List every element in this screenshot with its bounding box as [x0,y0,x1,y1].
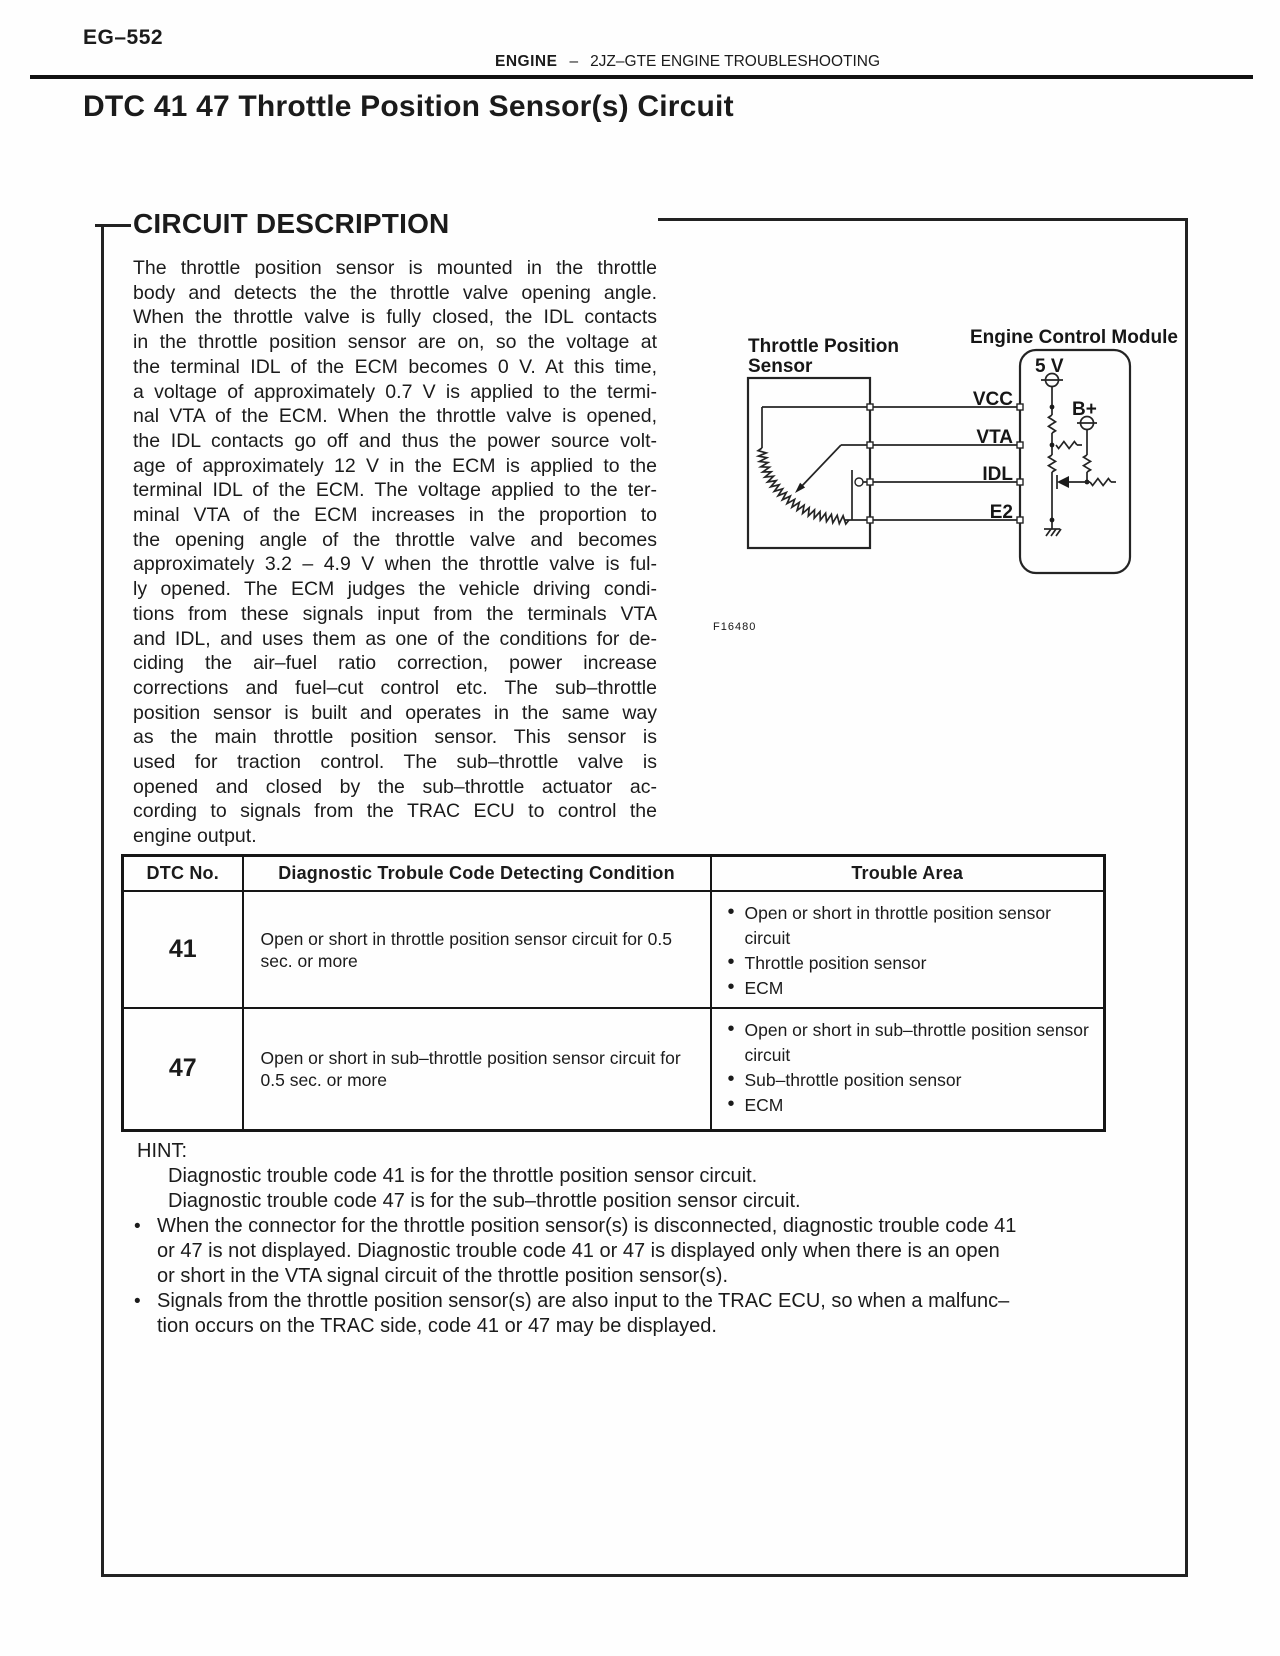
table-row-dtc-47 [123,1008,1105,1130]
hint-bullet-text [157,1214,1112,1289]
text-line: When the throttle valve is fully closed, the IDL contacts [133,306,657,329]
text-line: Diagnostic trouble code 41 is for the throttle position sensor circuit. [168,1165,758,1187]
text-line: age of approximately 12 V in the ECM is applied to the [133,454,657,477]
page-code: EG–552 [83,26,164,49]
text-line: approximately 3.2 – 4.9 V when the throttle valve is ful- [133,553,657,576]
resistor [1049,455,1056,472]
text-line: opened and closed by the sub–throttle actuator ac- [133,775,657,798]
section-frame-bottom [101,1574,1188,1577]
idl-contact-point [855,478,863,486]
ecm-label: Engine Control Module [970,327,1178,348]
trouble-area-list [711,891,1105,1008]
terminal-e2: E2 [989,502,1013,523]
hint-bullet [137,1214,1112,1289]
trouble-area-item: • Sub–throttle position sensor [712,1068,1092,1093]
ground-symbol [1044,529,1061,536]
section-heading: CIRCUIT DESCRIPTION [133,208,450,239]
hint-notes [137,1164,1112,1214]
col-header-condition: Diagnostic Trobule Code Detecting Condition [243,856,711,892]
text-line: in the throttle position sensor are on, so the voltage at [133,331,657,354]
text-line: Diagnostic trouble code 47 is for the sub–throttle position sensor circuit. [168,1190,801,1212]
col-header-dtc-no: DTC No. [123,856,243,892]
text-line: as the main throttle position sensor. This sensor is [133,726,657,749]
sensor-label: Throttle Position [748,336,899,357]
dtc-number: 47 [123,1008,243,1130]
resistor [1084,455,1091,472]
table-row-dtc-41 [123,891,1105,1008]
circuit-description-text [133,256,657,849]
supply-5v-label: 5 V [1035,356,1064,377]
hint-section [137,1139,1112,1339]
circuit-diagram [680,300,1190,645]
text-line: terminal IDL of the ECM. The voltage applied to the ter- [133,479,657,502]
text-line: used for traction control. The sub–throttle valve is [133,751,657,774]
hint-bullet-text [157,1289,1112,1339]
text-line: minal VTA of the ECM increases in the proportion to [133,504,657,527]
trouble-area-item: • Throttle position sensor [712,951,1092,976]
ecm-internal-circuit [1035,356,1116,536]
trouble-area-item: • Open or short in throttle position sensor circuit [712,901,1092,951]
terminal-idl: IDL [982,464,1013,485]
hint-bullet [137,1289,1112,1339]
text-line: ly opened. The ECM judges the vehicle driving condi- [133,578,657,601]
trouble-area-list [711,1008,1105,1130]
text-line: • When the connector for the throttle position sensor(s) is disconnected, diagnostic trouble code 41 [157,1215,1017,1237]
text-line: cording to signals from the TRAC ECU to control the [133,800,657,823]
text-line: or 47 is not displayed. Diagnostic trouble code 41 or 47 is displayed only when there is an open [157,1240,1000,1262]
running-header [495,53,880,71]
trouble-area-item: • ECM [712,1093,1092,1118]
text-line: ciding the air–fuel ratio correction, power increase [133,652,657,675]
detecting-condition: Open or short in throttle position sensor circuit for 0.5 sec. or more [243,891,711,1008]
ecm-box [1020,350,1130,573]
text-line: The throttle position sensor is mounted in the throttle [133,257,657,279]
trouble-area-item: • ECM [712,976,1092,1001]
detecting-condition: Open or short in sub–throttle position sensor circuit for 0.5 sec. or more [243,1008,711,1130]
text-line: nal VTA of the ECM. When the throttle valve is opened, [133,405,657,428]
text-line: or short in the VTA signal circuit of the throttle position sensor(s). [157,1265,728,1287]
terminal-vcc: VCC [972,389,1013,410]
text-line: • Signals from the throttle position sensor(s) are also input to the TRAC ECU, so when a malfunc– [157,1290,1010,1312]
header-separator: – [569,53,579,70]
header-subtitle: 2JZ–GTE ENGINE TROUBLESHOOTING [590,53,881,70]
text-line: the opening angle of the throttle valve and becomes [133,528,657,551]
text-line: tions from these signals input from the terminals VTA [133,602,657,625]
section-frame-left [101,224,104,1577]
text-line: tion occurs on the TRAC side, code 41 or 47 may be displayed. [157,1315,717,1337]
trouble-area-item: • Open or short in sub–throttle position sensor circuit [712,1018,1092,1068]
section-frame-top [658,218,1188,221]
text-line: a voltage of approximately 0.7 V is applied to the termi- [133,380,657,403]
text-line: position sensor is built and operates in the same way [133,701,657,724]
terminal-vta: VTA [976,427,1013,448]
supply-bplus-label: B+ [1072,399,1097,420]
header-rule [30,75,1253,79]
table-header-row [123,856,1105,892]
header-section: ENGINE [495,53,558,70]
diode [1057,476,1069,488]
text-line: body and detects the the throttle valve opening angle. [133,281,657,304]
col-header-trouble-area: Trouble Area [711,856,1105,892]
text-line: and IDL, and uses them as one of the conditions for de- [133,627,657,650]
resistor [1049,415,1056,433]
text-line: the terminal IDL of the ECM becomes 0 V. At this time, [133,355,657,378]
text-line: engine output. [133,825,257,848]
hint-label: HINT: [137,1140,187,1162]
sensor-label-line2: Sensor [748,356,813,377]
text-line: corrections and fuel–cut control etc. The sub–throttle [133,676,657,699]
resistor [1090,479,1111,486]
potentiometer-track [758,448,849,524]
text-line: the IDL contacts go off and thus the power source volt- [133,429,657,452]
resistor [1056,442,1077,449]
dtc-number: 41 [123,891,243,1008]
figure-code: F16480 [713,621,757,633]
dtc-table [121,854,1106,1132]
page-title: DTC 41 47 Throttle Position Sensor(s) Circuit [83,90,734,123]
